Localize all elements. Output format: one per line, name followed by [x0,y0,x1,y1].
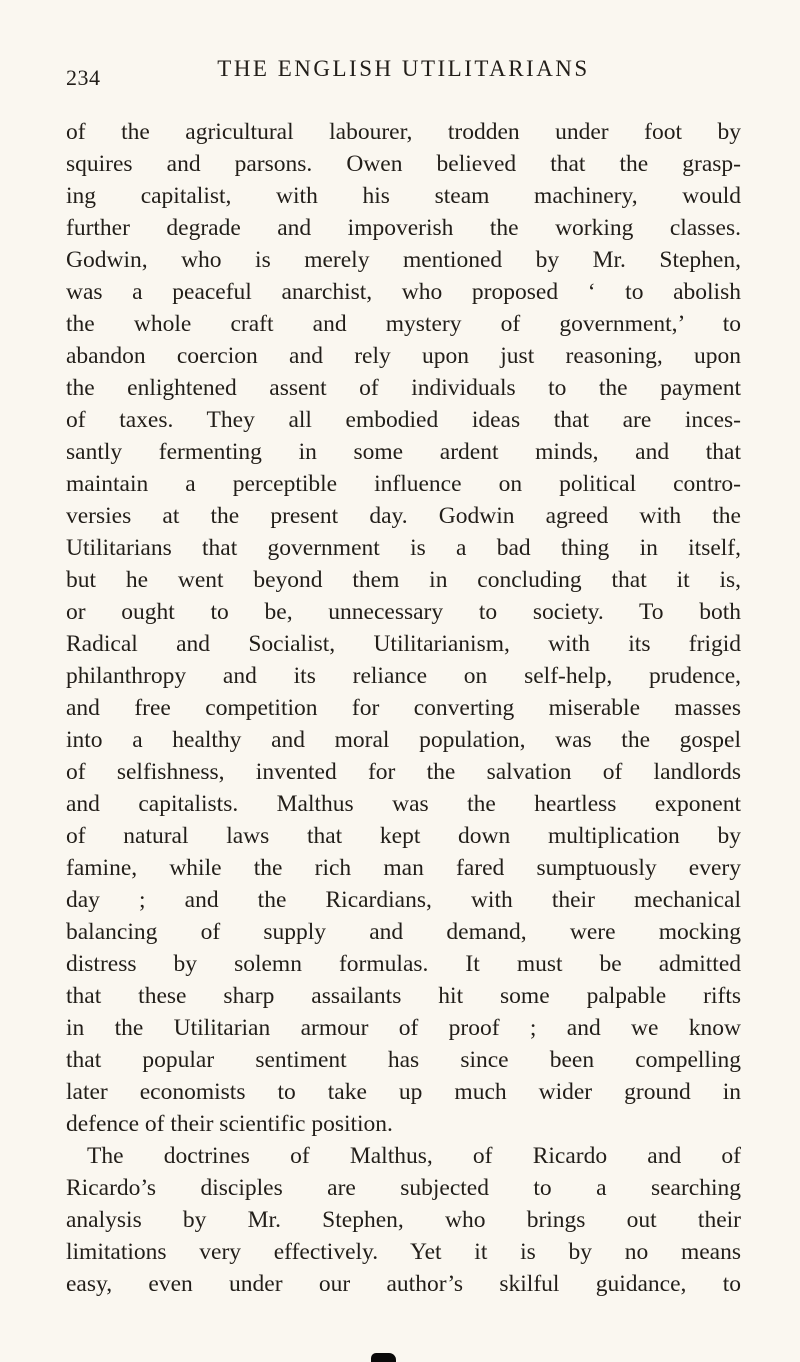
text-line: The doctrines of Malthus, of Ricardo and of [87,1143,741,1169]
text-line: but he went beyond them in concluding that it is, [66,567,741,593]
text-line: that these sharp assailants hit some palpable rifts [66,983,741,1009]
text-line: was a peaceful anarchist, who proposed ‘ to abolish [66,279,741,305]
text-line: the whole craft and mystery of government,’ to [66,311,741,337]
text-line: easy, even under our author’s skilful guidance, to [66,1271,741,1297]
text-line: balancing of supply and demand, were mocking [66,919,741,945]
text-line: abandon coercion and rely upon just reasoning, upon [66,343,741,369]
text-line: Radical and Socialist, Utilitarianism, with its frigid [66,631,741,657]
text-line: famine, while the rich man fared sumptuously every [66,855,741,881]
paragraph [66,116,741,1140]
text-line: and free competition for converting miserable masses [66,695,741,721]
text-line: or ought to be, unnecessary to society. To both [66,599,741,625]
text-line: the enlightened assent of individuals to the payment [66,375,741,401]
text-line: in the Utilitarian armour of proof ; and we know [66,1015,741,1041]
text-line: of natural laws that kept down multiplication by [66,823,741,849]
text-line: defence of their scientific position. [66,1111,393,1137]
text-line: of selfishness, invented for the salvation of landlords [66,759,741,785]
text-line: Godwin, who is merely mentioned by Mr. Stephen, [66,247,741,273]
running-title: THE ENGLISH UTILITARIANS [217,56,590,81]
text-line: that popular sentiment has since been compelling [66,1047,741,1073]
scan-artifact [371,1353,396,1362]
text-line: and capitalists. Malthus was the heartless exponent [66,791,741,817]
text-line: Utilitarians that government is a bad thing in itself, [66,535,741,561]
text-line: later economists to take up much wider ground in [66,1079,741,1105]
text-line: maintain a perceptible influence on political contro- [66,471,741,497]
text-line: analysis by Mr. Stephen, who brings out their [66,1207,741,1233]
text-line: Ricardo’s disciples are subjected to a searching [66,1175,741,1201]
text-line: versies at the present day. Godwin agreed with the [66,503,741,529]
text-line: distress by solemn formulas. It must be admitted [66,951,741,977]
page-body [66,116,741,1300]
text-line: into a healthy and moral population, was the gospel [66,727,741,753]
text-line: squires and parsons. Owen believed that the grasp- [66,151,741,177]
text-line: philanthropy and its reliance on self-help, prudence, [66,663,741,689]
text-line: further degrade and impoverish the working classes. [66,215,741,241]
text-line: limitations very effectively. Yet it is by no means [66,1239,741,1265]
text-line: day ; and the Ricardians, with their mechanical [66,887,741,913]
text-line: of taxes. They all embodied ideas that are inces- [66,407,741,433]
paragraph [66,1140,741,1300]
text-line: santly fermenting in some ardent minds, and that [66,439,741,465]
page-number: 234 [66,65,101,90]
text-line: of the agricultural labourer, trodden under foot by [66,119,741,145]
text-line: ing capitalist, with his steam machinery, would [66,183,741,209]
page-header [66,56,741,92]
